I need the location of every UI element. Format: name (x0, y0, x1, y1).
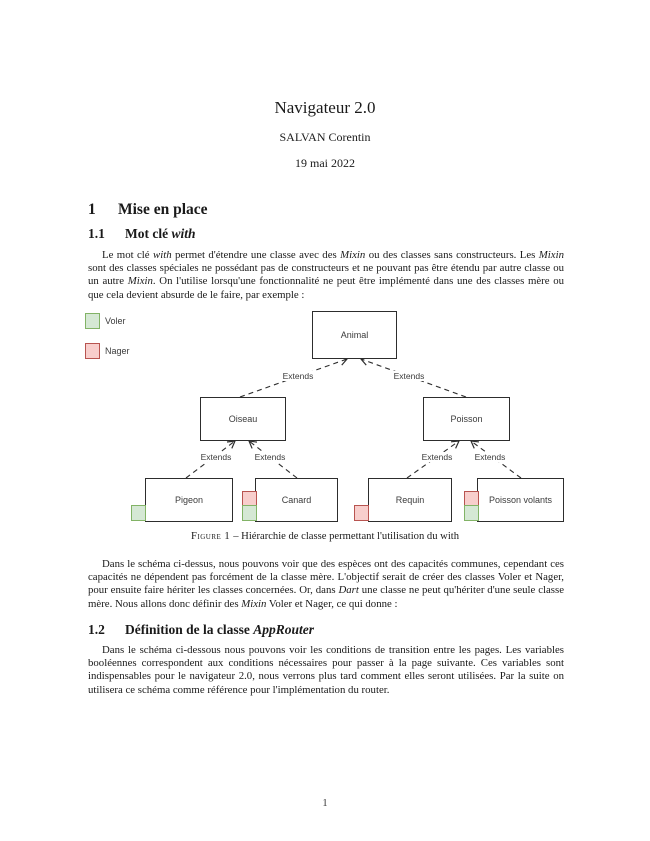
paragraph-after-figure: Dans le schéma ci-dessus, nous pouvons voir que des espèces ont des capacités communes, cependant ces capacités ne dépendent pas forcément de la classe mère. L'objectif serait de créer des classes Voler et Nager, pour ensuite faire hériter les classes concernées. Or, dans Dart une classe ne peut qu'hériter d'une seule classe mère. Nous allons donc définir des Mixin Voler et Nager, ce qui donne : (88, 558, 564, 610)
section-title: Définition de la classe AppRouter (125, 622, 315, 637)
edge-label-extends: Extends (282, 371, 314, 381)
figure-caption-text: – Hiérarchie de classe permettant l'utilisation du with (233, 531, 459, 542)
class-node-poisson: Poisson (423, 397, 510, 441)
canard-voler-swatch (242, 505, 257, 521)
requin-nager-swatch (354, 505, 369, 521)
edge-label-extends: Extends (393, 371, 425, 381)
paragraph-with-keyword: Le mot clé with permet d'étendre une classe avec des Mixin ou des classes sans constructeurs. Les Mixin sont des classes spéciales ne possédant pas de constructeurs et ne pouvant pas être étendu par autre classe ou un autre Mixin. On l'utilise lorsqu'une fonctionnalité ne peut être implémenté dans une des classes mère ou que cela devient absurde de le faire, par exemple : (88, 249, 564, 301)
paragraph-approuter: Dans le schéma ci-dessous nous pouvons voir les conditions de transition entre les pages. Les variables booléennes correspondent aux conditions nécessaires pour passer à la page suivante. Ces variables sont indispensables pour le navigateur 2.0, nous verrons plus tard comment elles seront utilisées. Par la suite on utilisera ce schéma comme référence pour l'implémentation du router. (88, 644, 564, 696)
class-node-requin: Requin (368, 478, 452, 522)
section-number: 1.2 (88, 622, 105, 637)
class-hierarchy-figure (0, 305, 650, 533)
section-title: Mot clé with (125, 226, 196, 241)
class-node-animal: Animal (312, 311, 397, 359)
section-title: Mise en place (118, 201, 208, 218)
class-node-pigeon: Pigeon (145, 478, 233, 522)
section-heading-1-1 (88, 226, 196, 242)
figure-caption-label: Figure 1 (190, 531, 231, 542)
document-date: 19 mai 2022 (295, 156, 355, 170)
section-number: 1 (88, 201, 96, 218)
legend-voler-swatch (85, 313, 100, 329)
section-number: 1.1 (88, 226, 105, 241)
class-node-canard: Canard (255, 478, 338, 522)
edge-label-extends: Extends (421, 452, 453, 462)
class-node-poissons-volants: Poisson volants (477, 478, 564, 522)
edge-label-extends: Extends (474, 452, 506, 462)
edge-label-extends: Extends (254, 452, 286, 462)
document-author: SALVAN Corentin (279, 130, 371, 144)
section-heading-1-2 (88, 622, 314, 638)
figure-caption (0, 531, 650, 542)
poissons-volants-voler-swatch (464, 505, 479, 521)
page-number: 1 (322, 798, 328, 809)
legend-nager-swatch (85, 343, 100, 359)
class-node-oiseau: Oiseau (200, 397, 286, 441)
legend-voler-label: Voler (105, 316, 126, 326)
document-title: Navigateur 2.0 (274, 98, 376, 117)
legend-nager-label: Nager (105, 346, 130, 356)
edge-label-extends: Extends (200, 452, 232, 462)
section-heading-1 (88, 201, 208, 219)
pigeon-voler-swatch (131, 505, 146, 521)
